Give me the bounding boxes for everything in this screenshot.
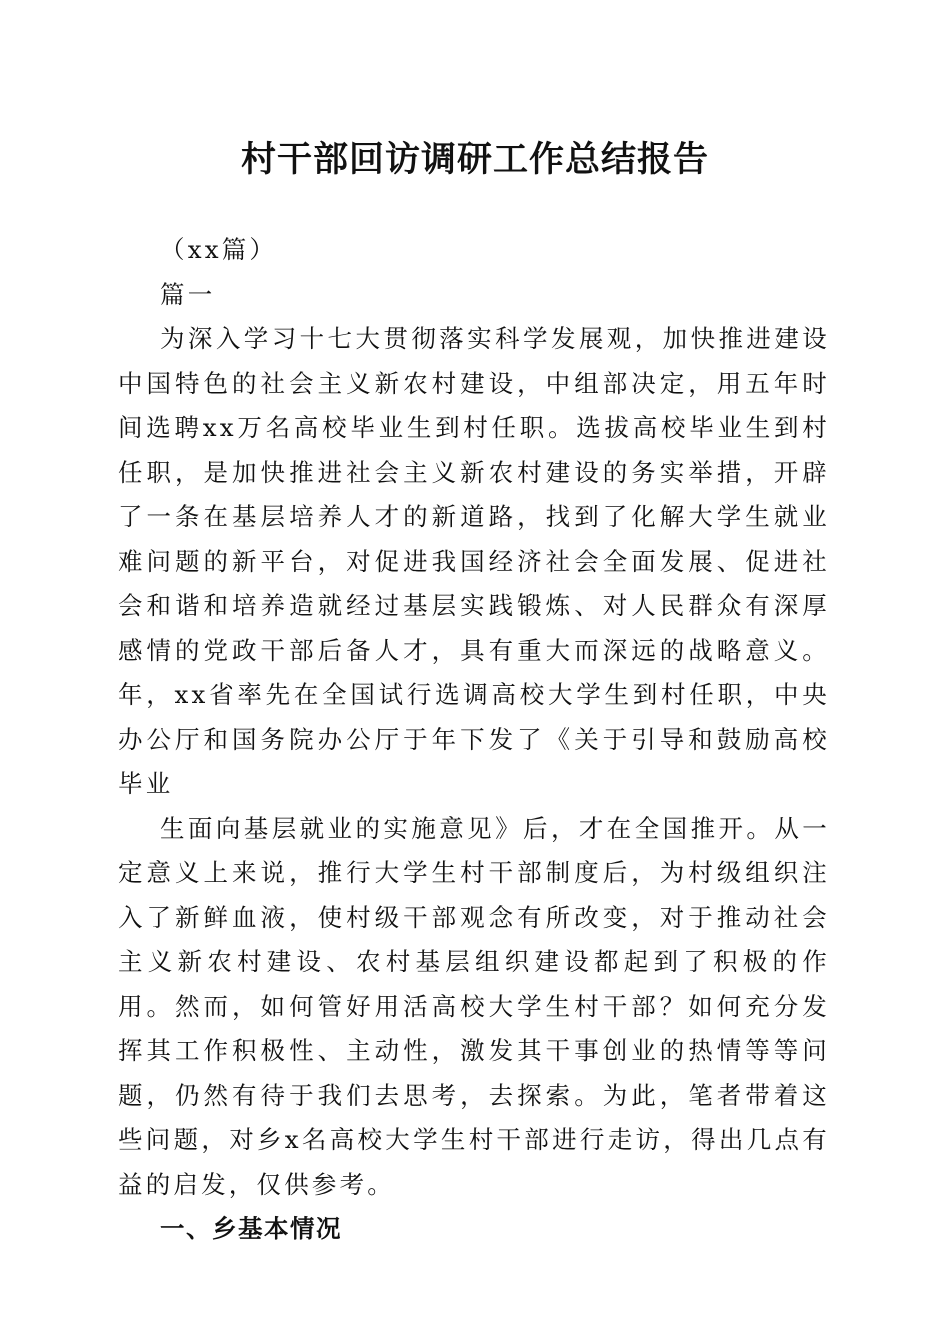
body-paragraph-2: 生面向基层就业的实施意见》后，才在全国推开。从一定意义上来说，推行大学生村干部制度后，为村级组织注入了新鲜血液，使村级干部观念有所改变，对于推动社会主义新农村建设、农村基层组织建设都起到了积极的作用。然而，如何管好用活高校大学生村干部？如何充分发挥其工作积极性、主动性，激发其干事创业的热情等等问题，仍然有待于我们去思考，去探索。为此，笔者带着这些问题，对乡x名高校大学生村干部进行走访，得出几点有益的启发，仅供参考。 bbox=[118, 813, 830, 1199]
document-body bbox=[118, 228, 830, 1252]
document-subtitle: （xx篇） bbox=[160, 235, 278, 264]
document-title: 村干部回访调研工作总结报告 bbox=[240, 140, 709, 180]
section-heading: 一、乡基本情况 bbox=[160, 1214, 342, 1243]
body-paragraph-1: 为深入学习十七大贯彻落实科学发展观，加快推进建设中国特色的社会主义新农村建设，中组部决定，用五年时间选聘xx万名高校毕业生到村任职。选拔高校毕业生到村任职，是加快推进社会主义新农村建设的务实举措，开辟了一条在基层培养人才的新道路，找到了化解大学生就业难问题的新平台，对促进我国经济社会全面发展、促进社会和谐和培养造就经过基层实践锻炼、对人民群众有深厚感情的党政干部后备人才，具有重大而深远的战略意义。年，xx省率先在全国试行选调高校大学生到村任职，中央办公厅和国务院办公厅于年下发了《关于引导和鼓励高校毕业 bbox=[118, 324, 830, 798]
part-label: 篇一 bbox=[160, 279, 216, 309]
